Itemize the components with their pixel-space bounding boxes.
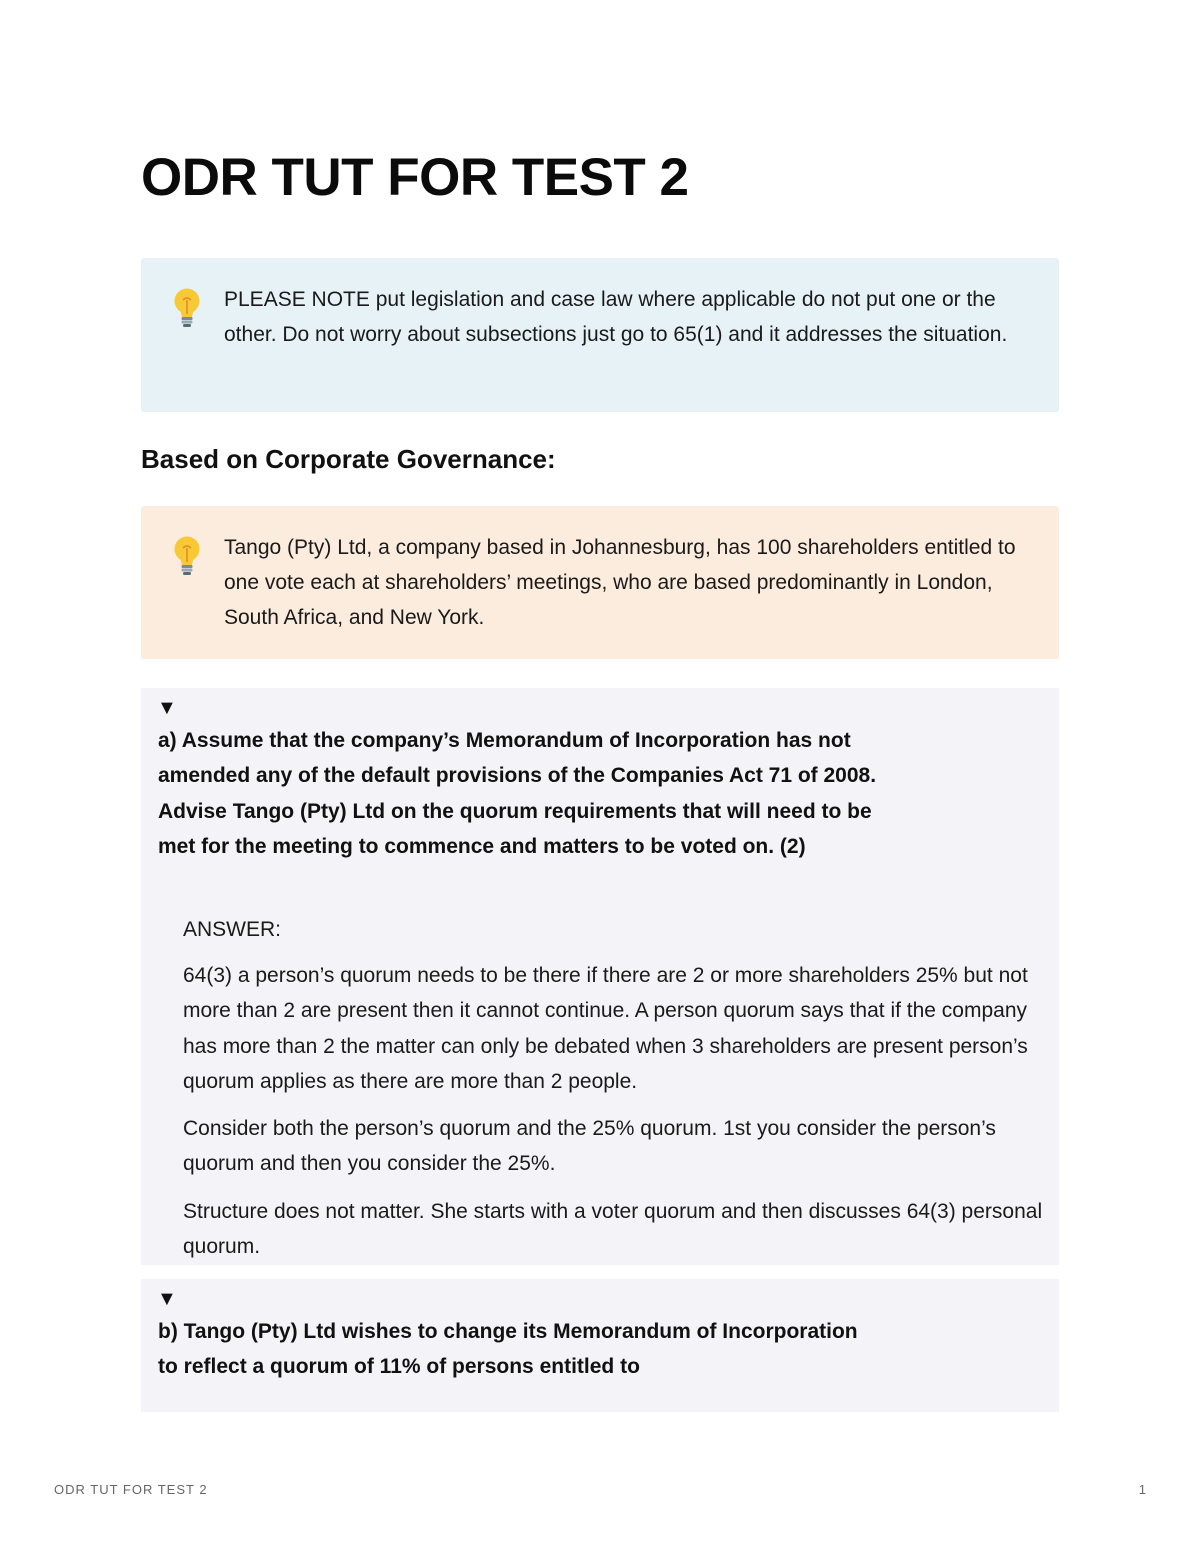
toggle-block-b (141, 1279, 1059, 1412)
page-title: ODR TUT FOR TEST 2 (141, 148, 689, 207)
note-text: PLEASE NOTE put legislation and case law where applicable do not put one or the other. Do not worry about subsections just go to 65(1) and it addresses the situation. (224, 288, 1008, 346)
footer-title: ODR TUT FOR TEST 2 (54, 1482, 208, 1497)
toggle-arrow-icon[interactable]: ▼ (157, 697, 177, 719)
answer-paragraph-2: Consider both the person’s quorum and the 25% quorum. 1st you consider the person’s quorum and then you consider the 25%. (183, 1117, 996, 1176)
scenario-text: Tango (Pty) Ltd, a company based in Johannesburg, has 100 shareholders entitled to one vote each at shareholders’ meetings, who are based predominantly in London, South Africa, and New York. (224, 536, 1016, 629)
answer-paragraph-3: Structure does not matter. She starts with a voter quorum and then discusses 64(3) personal quorum. (183, 1200, 1043, 1259)
answer-label: ANSWER: (183, 918, 282, 941)
scenario-callout (141, 506, 1059, 659)
answer-paragraph-1: 64(3) a person’s quorum needs to be there if there are 2 or more shareholders 25% but not more than 2 are present then it cannot continue. A person quorum says that if the company has more than 2 the matter can only be debated when 3 shareholders are present person’s quorum applies as there are more than 2 people. (183, 964, 1028, 1093)
section-heading: Based on Corporate Governance: (141, 444, 556, 474)
page-number: 1 (1138, 1482, 1146, 1497)
question-a: a) Assume that the company’s Memorandum of Incorporation has not amended any of the default provisions of the Companies Act 71 of 2008. Advise Tango (Pty) Ltd on the quorum requirements that will need to be met for the meeting to commence and matters to be voted on. (2) (158, 729, 877, 858)
toggle-block-a (141, 688, 1059, 1265)
lightbulb-icon (169, 534, 205, 578)
note-callout (141, 258, 1059, 412)
question-b: b) Tango (Pty) Ltd wishes to change its Memorandum of Incorporation to reflect a quorum of 11% of persons entitled to (158, 1320, 858, 1379)
lightbulb-icon (169, 286, 205, 330)
toggle-arrow-icon[interactable]: ▼ (157, 1288, 177, 1310)
